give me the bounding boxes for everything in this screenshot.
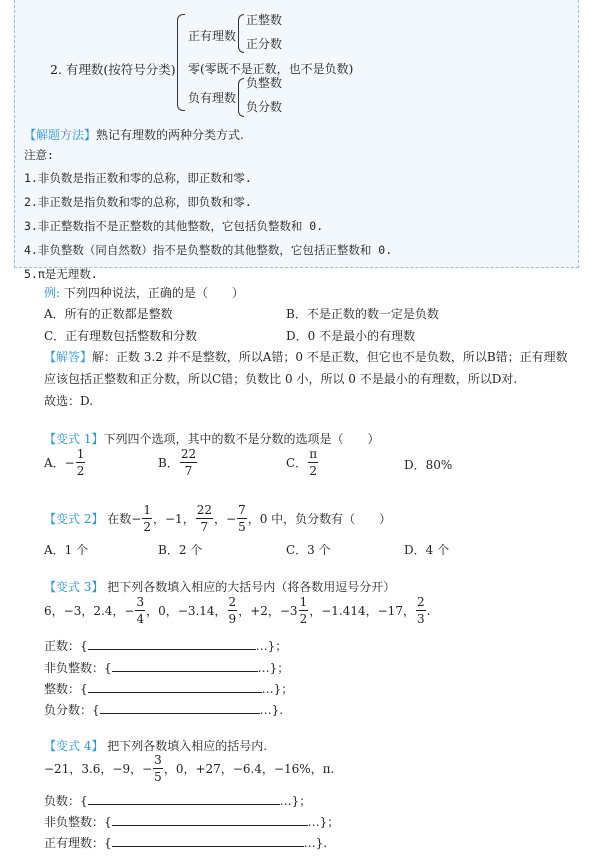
minus-sign: −	[64, 455, 75, 470]
number-list: ，−1.414，−17，	[309, 604, 415, 618]
option-label: C．	[286, 456, 308, 470]
fill-end: …}；	[279, 794, 312, 808]
variant2-option-a: A．1 个	[44, 543, 89, 557]
variant1-option-d: D．80%	[404, 458, 453, 472]
method-tag: 【解题方法】	[24, 128, 97, 142]
fraction	[308, 448, 318, 477]
variant3-question-text: 把下列各数填入相应的大括号内（将各数用逗号分开）	[107, 580, 396, 594]
number-list: ，0，+27，−6.4，−16%，π.	[163, 762, 335, 776]
fraction	[237, 504, 247, 533]
fill-end: …}；	[261, 682, 294, 696]
answer-line-2: 应该包括正整数和正分数，所以C错；负数比 0 小，所以 0 不是最小的有理数，所以D对.	[44, 372, 518, 386]
variant1-question-text: 下列四个选项，其中的数不是分数的选项是（ ）	[103, 432, 380, 446]
note-item: 4.非负整数（同自然数）指不是负整数的其他整数，它包括正整数和 0.	[24, 243, 393, 257]
fill-label: 正有理数：{	[44, 836, 112, 850]
fraction	[180, 448, 197, 477]
variant1-option-c	[286, 448, 319, 477]
number-list: −21，3.6，−9，	[44, 762, 143, 776]
fraction	[416, 596, 426, 625]
answer-blank[interactable]	[88, 680, 262, 693]
fill-label: 正数：{	[44, 639, 88, 653]
note-item: 2.非正数是指负数和零的总称，即负数和零.	[24, 195, 252, 209]
denominator: 5	[238, 520, 246, 534]
answer-blank[interactable]	[112, 659, 258, 672]
variant2-question	[44, 504, 391, 533]
numerator: 1	[299, 595, 308, 609]
numerator: π	[309, 447, 318, 461]
numerator: 7	[238, 503, 246, 517]
fill-label: 整数：{	[44, 682, 88, 696]
variant1-tag: 【变式 1】	[44, 432, 104, 446]
positive-brace	[238, 14, 244, 53]
example-tag: 例:	[44, 286, 61, 300]
fill-integer	[44, 680, 293, 697]
fill-nonnegative-integer	[44, 659, 289, 676]
answer-line-1	[44, 348, 568, 365]
denominator: 2	[143, 520, 151, 534]
minus-sign: −	[226, 511, 237, 526]
variant3-question	[44, 578, 395, 595]
example-option-c: C．正有理数包括整数和分数	[44, 329, 198, 343]
fill-positive	[44, 637, 287, 654]
denominator: 5	[154, 770, 162, 784]
fraction	[76, 448, 86, 477]
zero-item: 零(零既不是正数，也不是负数)	[188, 62, 354, 76]
example-option-a: A．所有的正数都是整数	[44, 307, 173, 321]
notes-heading: 注意:	[24, 148, 54, 162]
number-list: ，0，−3.14，	[146, 604, 227, 618]
variant4-tag: 【变式 4】	[44, 739, 104, 753]
classification-title: 2. 有理数(按符号分类)	[50, 62, 176, 77]
numerator: 22	[180, 447, 197, 461]
denominator: 4	[136, 612, 145, 626]
note-item: 5.π是无理数.	[24, 267, 98, 281]
denominator: 3	[416, 612, 425, 626]
separator: ，	[213, 512, 226, 526]
negative-rational-label: 负有理数	[188, 91, 237, 105]
separator: ，−1，	[153, 512, 195, 526]
variant2-option-c: C．3 个	[286, 543, 331, 557]
denominator: 2	[299, 612, 308, 626]
fraction	[153, 754, 163, 783]
variant4-question-text: 把下列各数填入相应的括号内.	[107, 739, 268, 753]
answer-choice: 故选：D.	[44, 394, 94, 408]
numerator: 3	[154, 753, 162, 767]
negative-brace	[238, 78, 244, 117]
minus-sign: −	[142, 761, 153, 776]
fraction	[228, 596, 238, 625]
variant3-numbers	[44, 596, 430, 625]
variant3-tag: 【变式 3】	[44, 580, 104, 594]
variant1-question	[44, 430, 379, 447]
method-line	[24, 126, 244, 143]
minus-sign: −	[124, 603, 135, 618]
variant2-option-d: D．4 个	[404, 543, 450, 557]
fill-end: …}；	[255, 639, 288, 653]
answer-text-1: 解：正数 3.2 并不是整数，所以A错；0 不是正数，但它也不是负数，所以B错；正有理数	[92, 350, 568, 364]
number-list: 6，−3，2.4，	[44, 604, 125, 618]
positive-fraction-item: 正分数	[246, 37, 283, 51]
variant2-tag: 【变式 2】	[44, 512, 104, 526]
fill-negative	[44, 792, 311, 809]
method-text: 熟记有理数的两种分类方式.	[96, 128, 244, 142]
numerator: 3	[136, 595, 145, 609]
variant4-question	[44, 737, 267, 754]
note-item: 3.非正整数指不是正整数的其他整数，它包括负整数和 0.	[24, 219, 324, 233]
denominator: 2	[309, 464, 317, 478]
option-label: B．	[158, 456, 179, 470]
option-label: A．	[44, 456, 65, 470]
minus-sign: −	[131, 511, 142, 526]
negative-fraction-item: 负分数	[246, 100, 283, 114]
answer-blank[interactable]	[88, 792, 280, 805]
number-list: .	[426, 603, 431, 618]
fraction	[142, 504, 152, 533]
number-list: ，+2，−3	[238, 604, 298, 618]
fraction	[135, 596, 145, 625]
example-option-d: D．0 不是最小的有理数	[286, 329, 416, 343]
numerator: 22	[196, 503, 212, 517]
denominator: 7	[184, 464, 193, 478]
example-question	[44, 284, 244, 301]
variant2-prefix: 在数	[107, 512, 132, 526]
numerator: 1	[143, 503, 151, 517]
example-question-text: 下列四种说法，正确的是（ ）	[63, 286, 244, 300]
positive-rational-label: 正有理数	[188, 29, 237, 43]
fill-nonnegative-integer-2	[44, 813, 339, 830]
answer-tag: 【解答】	[44, 350, 93, 364]
numerator: 2	[228, 595, 237, 609]
numerator: 2	[416, 595, 425, 609]
answer-blank[interactable]	[112, 834, 304, 847]
variant2-option-b: B．2 个	[158, 543, 203, 557]
fill-end: …}.	[303, 836, 328, 850]
answer-blank[interactable]	[100, 701, 260, 714]
fill-label: 非负整数：{	[44, 661, 112, 675]
negative-integer-item: 负整数	[246, 76, 283, 90]
fraction	[196, 504, 213, 533]
fill-label: 非负整数：{	[44, 815, 112, 829]
answer-blank[interactable]	[88, 637, 256, 650]
fill-end: …}.	[259, 703, 284, 717]
note-item: 1.非负数是指正数和零的总称，即正数和零.	[24, 171, 252, 185]
variant1-option-b	[158, 448, 198, 477]
example-option-b: B．不是正数的数一定是负数	[286, 307, 439, 321]
variant2-suffix: ，0 中，负分数有（ ）	[247, 512, 392, 526]
answer-blank[interactable]	[112, 813, 308, 826]
fraction	[299, 596, 309, 625]
fill-negative-fraction	[44, 701, 283, 718]
variant4-numbers	[44, 754, 334, 783]
variant1-option-a	[44, 448, 86, 477]
fill-label: 负数：{	[44, 794, 88, 808]
positive-integer-item: 正整数	[246, 13, 283, 27]
numerator: 1	[76, 447, 85, 461]
denominator: 9	[228, 612, 237, 626]
fill-positive-rational	[44, 834, 327, 851]
outer-brace	[177, 14, 185, 111]
fill-end: …}；	[257, 661, 290, 675]
fill-label: 负分数：{	[44, 703, 100, 717]
fill-end: …}；	[307, 815, 340, 829]
denominator: 2	[76, 464, 85, 478]
denominator: 7	[200, 520, 209, 534]
